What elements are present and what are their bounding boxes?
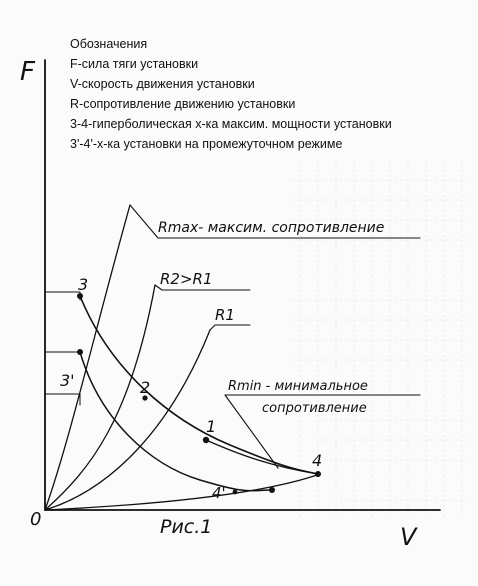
annotation-rmax: Rmax- максим. сопротивление bbox=[158, 220, 385, 236]
legend-item-velocity: V-скорость движения установки bbox=[70, 77, 255, 91]
legend-item-force: F-сила тяги установки bbox=[70, 57, 199, 71]
point-4-prime-dot bbox=[269, 487, 275, 493]
v-axis-label: V bbox=[400, 523, 417, 551]
point-3-label: 3 bbox=[78, 275, 89, 294]
projection-point-3-prime-low bbox=[45, 394, 80, 405]
point-2-label: 2 bbox=[140, 378, 151, 397]
intermediate-hyperbola bbox=[80, 352, 272, 491]
f-axis-label: F bbox=[20, 57, 35, 87]
legend-item-resistance: R-сопротивление движению установки bbox=[70, 97, 296, 111]
point-1-dot bbox=[203, 437, 209, 443]
annotation-rmin-line2: сопротивление bbox=[262, 401, 367, 416]
point-4-dot bbox=[315, 471, 321, 477]
point-4-prime-label: 4' bbox=[212, 484, 226, 502]
point-4-label: 4 bbox=[312, 451, 323, 470]
legend-item-intermediate-curve: 3'-4'-х-ка установки на промежуточном режиме bbox=[70, 137, 343, 151]
annotation-rmin-line1: Rmin - минимальное bbox=[228, 379, 368, 394]
resistance-r1-line bbox=[45, 330, 210, 510]
projection-point-3 bbox=[45, 292, 80, 300]
intermediate-dot bbox=[233, 490, 238, 495]
point-1-label: 1 bbox=[206, 417, 217, 436]
figure-caption: Рис.1 bbox=[160, 516, 213, 538]
r1-leader bbox=[210, 325, 250, 330]
legend-item-max-power-curve: 3-4-гиперболическая х-ка максим. мощности установки bbox=[70, 117, 392, 131]
point-3-prime-label: 3' bbox=[60, 371, 75, 390]
legend-title: Обозначения bbox=[70, 37, 148, 51]
origin-label: 0 bbox=[30, 509, 42, 530]
point-3-prime-dot bbox=[77, 349, 83, 355]
annotation-r1: R1 bbox=[215, 306, 235, 324]
annotation-r2-gt-r1: R2>R1 bbox=[160, 270, 213, 288]
